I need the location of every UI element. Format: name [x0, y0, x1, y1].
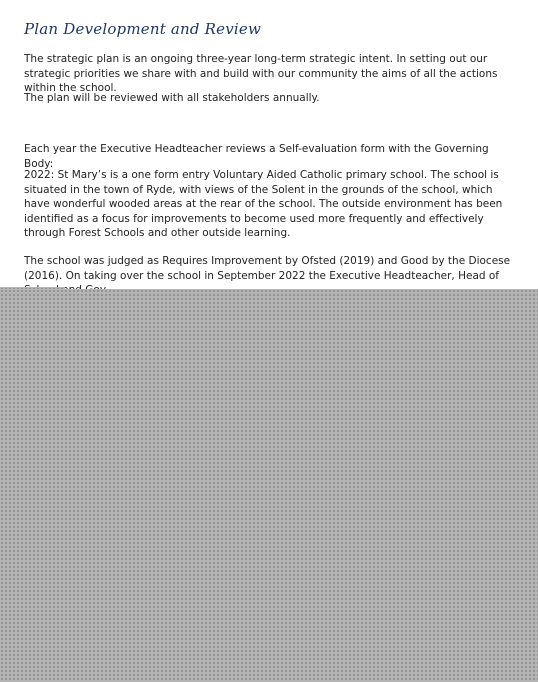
section-heading: Plan Development and Review: [24, 20, 262, 38]
paragraph-self-evaluation: Each year the Executive Headteacher reviews a Self-evaluation form with the Governing Body:: [24, 143, 489, 170]
paragraph-school-context: 2022: St Mary’s is a one form entry Voluntary Aided Catholic primary school. The school is situated in the town of Ryde, with views of the Solent in the grounds of the school, which have wonderful wooded areas at the rear of the school. The outside environment has been identified as a focus for improvements to become used more frequently and effectively through Forest Schools and other outside learning.: [24, 169, 503, 240]
paragraph-strategic-plan: The strategic plan is an ongoing three-year long-term strategic intent. In setting out our strategic priorities we share with and build with our community the aims of all the actions within the school.: [24, 53, 498, 95]
redaction-overlay: [0, 289, 538, 682]
paragraph-annual-review: The plan will be reviewed with all stakeholders annually.: [24, 92, 320, 104]
paragraph-ofsted-judgement: The school was judged as Requires Improvement by Ofsted (2019) and Good by the Diocese (2016). On taking over the school in September 2022 the Executive Headteacher, Head of: [24, 255, 511, 282]
